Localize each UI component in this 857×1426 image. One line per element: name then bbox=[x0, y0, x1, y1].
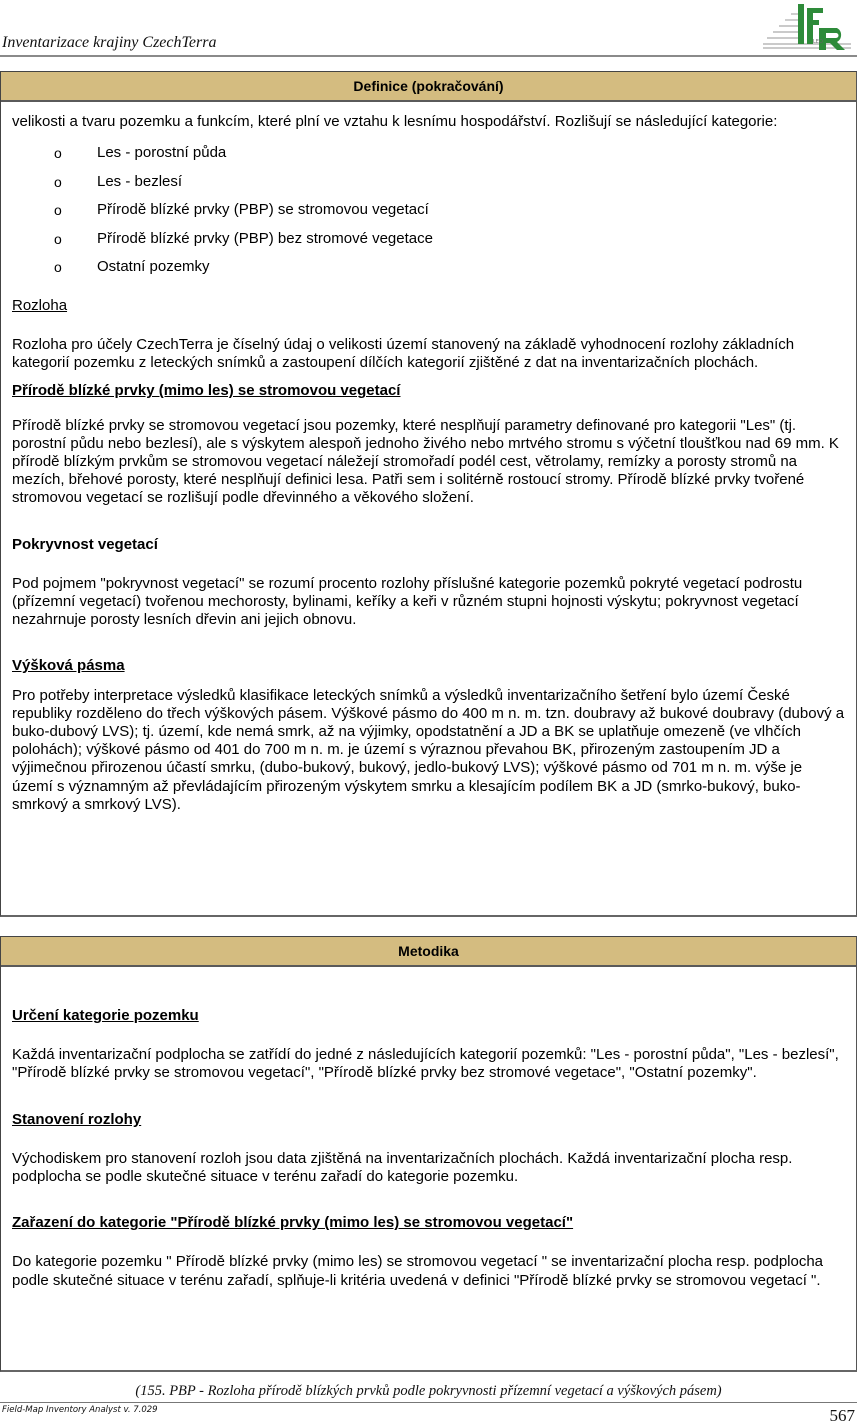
section-heading-stanoveni: Stanovení rozlohy bbox=[12, 1110, 142, 1128]
software-version: Field-Map Inventory Analyst v. 7.029 bbox=[2, 1405, 158, 1415]
list-item: o Ostatní pozemky bbox=[54, 258, 210, 276]
section-heading-urceni: Určení kategorie pozemku bbox=[12, 1007, 199, 1024]
page-header bbox=[0, 0, 857, 57]
list-item: o Les - porostní půda bbox=[54, 144, 227, 162]
footer-divider bbox=[0, 1402, 857, 1403]
zarazeni-paragraph: Do kategorie pozemku " Přírodě blízké prvky (mimo les) se stromovou vegetací " se inventarizační plocha resp. podplocha podle skutečné situace v terénu zařadí, splňuje-li kritéria uvedená v definici "Přírodě blízké prvky se stromovou vegetací ". bbox=[12, 1253, 824, 1289]
svg-text:LEO: LEO bbox=[813, 39, 823, 45]
definice-panel bbox=[0, 71, 857, 917]
pokryvnost-paragraph: Pod pojmem "pokryvnost vegetací" se rozumí procento rozlohy příslušné kategorie pozemků pokryté vegetací podrostu (přízemní vegetací) tvořenou mechorosty, bylinami, keříky a keři v různém stupni hojnosti výskytu; pokryvnost vegetací nezahrnuje porosty lesních dřevin ani jejich obnovu. bbox=[12, 574, 803, 629]
page-number: 567 bbox=[829, 1406, 855, 1425]
metodika-panel bbox=[0, 936, 857, 1372]
definice-body bbox=[1, 102, 856, 814]
vyskova-paragraph: Pro potřeby interpretace výsledků klasifikace leteckých snímků a výsledků inventarizačního šetření bylo území České republiky rozděleno do třech výškových pásem. Výškové pásmo do 400 m n. m. tzn. doubravy až bukové doubravy (dubový a buko-dubový LVS); tj. území, kde nemá smrk, až na výjimky, opodstatnění a JD a BK se uplatňuje omezeně (ve vlhčích polohách); výškové pásmo od 401 do 700 m n. m. je území s výraznou převahou BK, přirozeným zastoupením JD a výjimečnou přirozenou účastí smrku, (dubo-bukový, bukový, jedlo-bukový LVS); výškové pásmo od 701 m n. m. výše je území s významným až převládajícím přirozeným výskytem smrku a klesajícím podílem BK a JD (smrko-bukový, buko-smrkový a smrkový LVS). bbox=[12, 686, 845, 813]
panel-title: Definice (pokračování) bbox=[1, 72, 856, 102]
section-heading-pokryvnost: Pokryvnost vegetací bbox=[12, 535, 158, 553]
panel-title: Metodika bbox=[1, 937, 856, 967]
ifer-logo-icon bbox=[761, 2, 853, 52]
section-heading-zarazeni: Zařazení do kategorie "Přírodě blízké prvky (mimo les) se stromovou vegetací" bbox=[12, 1214, 574, 1232]
section-heading-pbp: Přírodě blízké prvky (mimo les) se stromovou vegetací bbox=[12, 382, 401, 400]
table-caption: (155. PBP - Rozloha přírodě blízkých prvků podle pokryvnosti přízemní vegetací a výškových pásem) bbox=[135, 1383, 722, 1399]
header-divider bbox=[0, 55, 857, 57]
bullet-icon: o bbox=[54, 259, 62, 276]
list-item: o Přírodě blízké prvky (PBP) bez stromové vegetace bbox=[54, 229, 433, 247]
metodika-body bbox=[1, 967, 856, 1290]
section-heading-vyskova: Výšková pásma bbox=[12, 657, 125, 675]
bullet-icon: o bbox=[54, 145, 62, 162]
list-item: o Les - bezlesí bbox=[54, 172, 183, 190]
intro-paragraph: velikosti a tvaru pozemku a funkcím, které plní ve vztahu k lesnímu hospodářství. Rozlišují se následující kategorie: bbox=[12, 113, 778, 130]
stanoveni-paragraph: Východiskem pro stanovení rozloh jsou data zjištěná na inventarizačních plochách. Každá inventarizační plocha resp. podplocha se podle skutečné situace v terénu zařadí do kategorie pozemku. bbox=[12, 1149, 793, 1186]
bullet-icon: o bbox=[54, 230, 62, 247]
pbp-paragraph: Přírodě blízké prvky se stromovou vegetací jsou pozemky, které nesplňují parametry definované pro kategorii "Les" (tj. porostní půdu nebo bezlesí), ale s výskytem alespoň jednoho živého nebo mrtvého stromu s výčetní tloušťkou nad 69 mm. K přírodě blízkým prvkům se stromovou vegetací náležejí stromořadí podél cest, větrolamy, remízky a porosty stromů na mezích, břehové porosty, které nesplňují definici lesa. Patři sem i solitérně rostoucí stromy. Přírodě blízké prvky tvořené stromovou vegetací se rozlišují podle dřevinného a věkového složení. bbox=[12, 416, 839, 507]
document-title: Inventarizace krajiny CzechTerra bbox=[2, 34, 217, 51]
section-heading-rozloha: Rozloha bbox=[12, 296, 68, 314]
urceni-paragraph: Každá inventarizační podplocha se zatřídí do jedné z následujících kategorií pozemků: "Les - porostní půda", "Les - bezlesí", "Přírodě blízké prvky se stromovou vegetací", "Přírodě blízké prvky bez stromové vegetace", "Ostatní pozemky". bbox=[12, 1046, 839, 1082]
list-item: o Přírodě blízké prvky (PBP) se stromovou vegetací bbox=[54, 201, 429, 219]
bullet-icon: o bbox=[54, 202, 62, 219]
rozloha-paragraph: Rozloha pro účely CzechTerra je číselný údaj o velikosti území stanovený na základě vyhodnocení rozlohy základních kategorií pozemku z leteckých snímků a zastoupení dílčích kategorií zjištěné z dat na inventarizačních plochách. bbox=[12, 335, 795, 372]
category-list bbox=[12, 144, 845, 287]
bullet-icon: o bbox=[54, 173, 62, 190]
